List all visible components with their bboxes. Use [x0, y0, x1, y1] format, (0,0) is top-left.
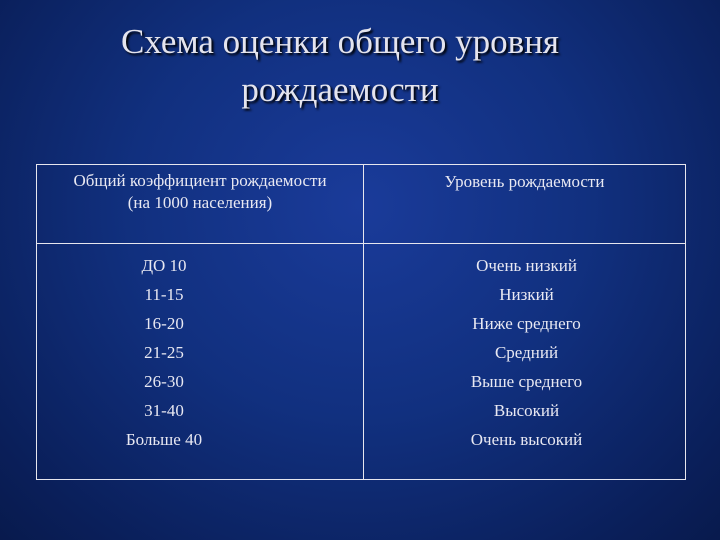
range-value: Больше 40 — [125, 430, 203, 449]
range-value: 11-15 — [144, 285, 184, 304]
level-list — [364, 244, 685, 454]
range-column-cell — [37, 244, 364, 480]
range-value: 16-20 — [144, 314, 184, 333]
range-value: 31-40 — [144, 401, 184, 420]
level-value: Ниже среднего — [472, 314, 581, 333]
birth-rate-table — [36, 164, 686, 480]
range-value: 26-30 — [144, 372, 184, 391]
header-cell-level — [364, 165, 686, 244]
header-coefficient-line-1: Общий коэффициент рождаемости — [73, 171, 327, 190]
table-body-row — [37, 244, 686, 480]
header-level-label: Уровень рождаемости — [444, 172, 605, 191]
level-value: Средний — [494, 343, 559, 362]
level-value: Низкий — [499, 285, 554, 304]
level-column-cell — [364, 244, 686, 480]
slide-title-line-2: рождаемости — [241, 70, 439, 109]
level-value: Высокий — [493, 401, 560, 420]
level-value: Очень высокий — [470, 430, 583, 449]
range-value: 21-25 — [144, 343, 184, 362]
table-header-row — [37, 165, 686, 244]
header-coefficient-line-2: (на 1000 населения) — [127, 193, 273, 212]
level-value: Очень низкий — [476, 256, 577, 275]
range-value: ДО 10 — [141, 256, 187, 275]
level-value: Выше среднего — [470, 372, 583, 391]
slide-title — [40, 18, 640, 114]
range-list — [37, 244, 363, 454]
slide-title-line-1: Схема оценки общего уровня — [120, 22, 560, 61]
header-cell-coefficient — [37, 165, 364, 244]
